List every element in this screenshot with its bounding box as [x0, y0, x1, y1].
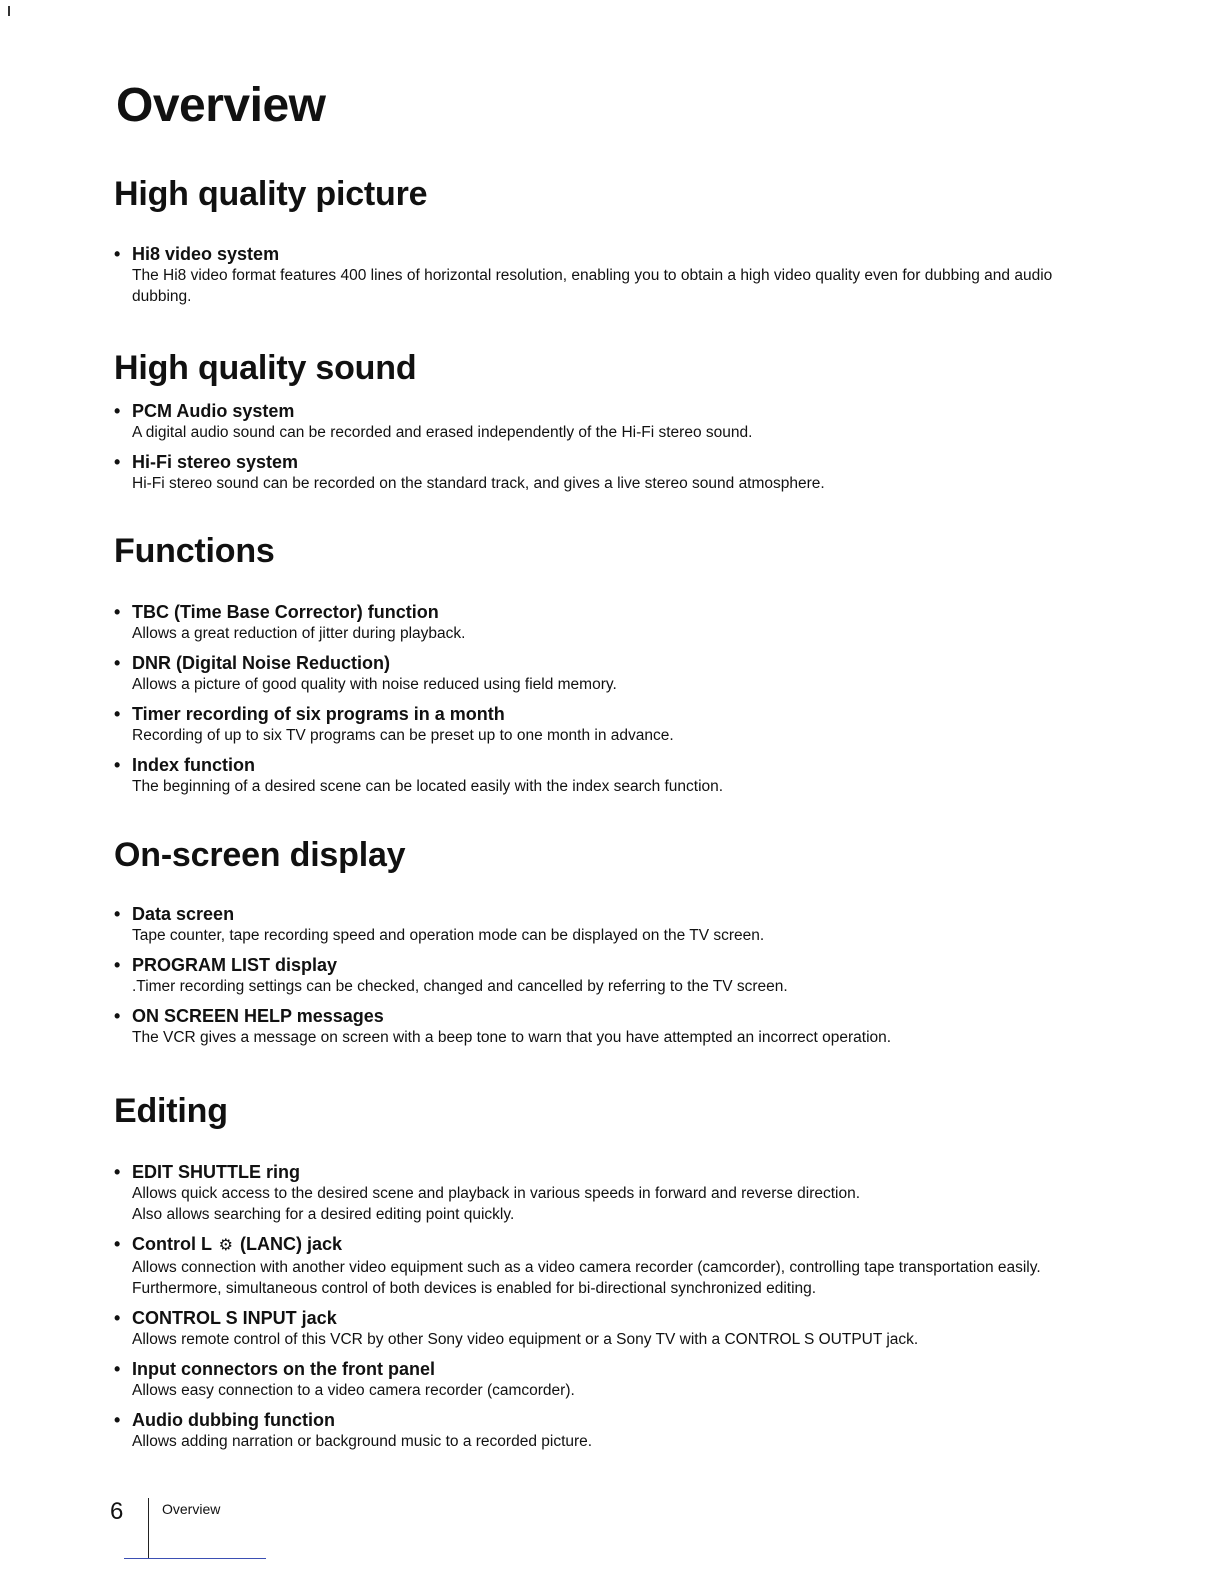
section-high-quality-picture — [114, 176, 1074, 307]
item-title: Data screen — [132, 904, 235, 925]
item-text: The Hi8 video format features 400 lines of horizontal resolution, enabling you to obtain a high video quality even for dubbing and audio dubbing. — [132, 267, 1053, 306]
item-text: The VCR gives a message on screen with a beep tone to warn that you have attempted an incorrect operation. — [132, 1029, 892, 1047]
bullet-icon: • — [114, 1006, 121, 1027]
section-editing — [114, 1093, 1074, 1452]
section-heading: Editing — [114, 1092, 228, 1130]
item-title: Timer recording of six programs in a month — [132, 704, 505, 725]
item-text: Hi-Fi stereo sound can be recorded on the standard track, and gives a live stereo sound atmosphere. — [132, 475, 825, 493]
item-text: .Timer recording settings can be checked, changed and cancelled by referring to the TV screen. — [132, 978, 788, 996]
item-text: Also allows searching for a desired editing point quickly. — [132, 1206, 515, 1224]
item-text: Allows connection with another video equipment such as a video camera recorder (camcorder), controlling tape transportation easily. Furthermore, simultaneous control of both devices is enabled for bi-directional synchronized editing. — [132, 1259, 1041, 1298]
item-title: PROGRAM LIST display — [132, 955, 338, 976]
bullet-icon: • — [114, 904, 121, 925]
footer-label: Overview — [162, 1501, 221, 1517]
item-title — [132, 1233, 1074, 1257]
list-item — [114, 243, 1074, 307]
bullet-icon: • — [114, 401, 121, 422]
bullet-icon: • — [114, 1162, 121, 1183]
section-heading: High quality sound — [114, 349, 417, 387]
section-on-screen-display — [114, 837, 1074, 1048]
item-title: CONTROL S INPUT jack — [132, 1308, 337, 1329]
item-title: PCM Audio system — [132, 401, 295, 422]
item-text: Allows a picture of good quality with noise reduced using field memory. — [132, 676, 617, 694]
list-item — [114, 400, 1074, 443]
item-text: Recording of up to six TV programs can be preset up to one month in advance. — [132, 727, 674, 745]
list-item — [114, 451, 1074, 494]
list-item — [114, 1005, 1074, 1048]
list-item — [114, 652, 1074, 695]
item-title: Audio dubbing function — [132, 1410, 335, 1431]
item-title: EDIT SHUTTLE ring — [132, 1162, 300, 1183]
item-text: Allows adding narration or background music to a recorded picture. — [132, 1433, 593, 1451]
section-functions — [114, 533, 1074, 797]
bullet-icon: • — [114, 1410, 121, 1431]
item-title: Hi-Fi stereo system — [132, 452, 299, 473]
list-item — [114, 1307, 1074, 1350]
bullet-icon: • — [114, 1359, 121, 1380]
item-text: The beginning of a desired scene can be located easily with the index search function. — [132, 778, 724, 796]
item-title-prefix: Control L — [132, 1234, 212, 1255]
footer-underline — [124, 1558, 266, 1559]
item-text: Tape counter, tape recording speed and operation mode can be displayed on the TV screen. — [132, 927, 765, 945]
item-title: ON SCREEN HELP messages — [132, 1006, 384, 1027]
list-item — [114, 1358, 1074, 1401]
bullet-icon: • — [114, 1234, 121, 1255]
list-item — [114, 903, 1074, 946]
item-text: Allows a great reduction of jitter during playback. — [132, 625, 466, 643]
footer-divider — [148, 1498, 149, 1558]
bullet-icon: • — [114, 452, 121, 473]
section-high-quality-sound — [114, 350, 1074, 494]
list-item — [114, 1161, 1074, 1225]
bullet-icon: • — [114, 244, 121, 265]
item-title: Index function — [132, 755, 255, 776]
bullet-icon: • — [114, 755, 121, 776]
page-title: Overview — [116, 79, 326, 132]
item-title: TBC (Time Base Corrector) function — [132, 602, 439, 623]
item-title-suffix: (LANC) jack — [240, 1234, 343, 1255]
list-item — [114, 754, 1074, 797]
bullet-icon: • — [114, 602, 121, 623]
item-title: Input connectors on the front panel — [132, 1359, 435, 1380]
item-text: Allows easy connection to a video camera recorder (camcorder). — [132, 1382, 575, 1400]
corner-mark — [8, 6, 10, 16]
section-heading: High quality picture — [114, 175, 428, 213]
list-item — [114, 954, 1074, 997]
item-title: DNR (Digital Noise Reduction) — [132, 653, 391, 674]
section-heading: On-screen display — [114, 836, 406, 874]
item-title: Hi8 video system — [132, 244, 280, 265]
bullet-icon: • — [114, 955, 121, 976]
bullet-icon: • — [114, 704, 121, 725]
list-item — [114, 1233, 1074, 1299]
item-text: Allows remote control of this VCR by other Sony video equipment or a Sony TV with a CONTROL S OUTPUT jack. — [132, 1331, 919, 1349]
section-heading: Functions — [114, 532, 275, 570]
bullet-icon: • — [114, 1308, 121, 1329]
list-item — [114, 1409, 1074, 1452]
bullet-icon: • — [114, 653, 121, 674]
item-text: Allows quick access to the desired scene and playback in various speeds in forward and reverse direction. — [132, 1185, 861, 1203]
item-text: A digital audio sound can be recorded and erased independently of the Hi-Fi stereo sound. — [132, 424, 753, 442]
lanc-icon: ⚙ — [218, 1237, 234, 1255]
list-item — [114, 703, 1074, 746]
list-item — [114, 601, 1074, 644]
page-number: 6 — [110, 1498, 124, 1525]
